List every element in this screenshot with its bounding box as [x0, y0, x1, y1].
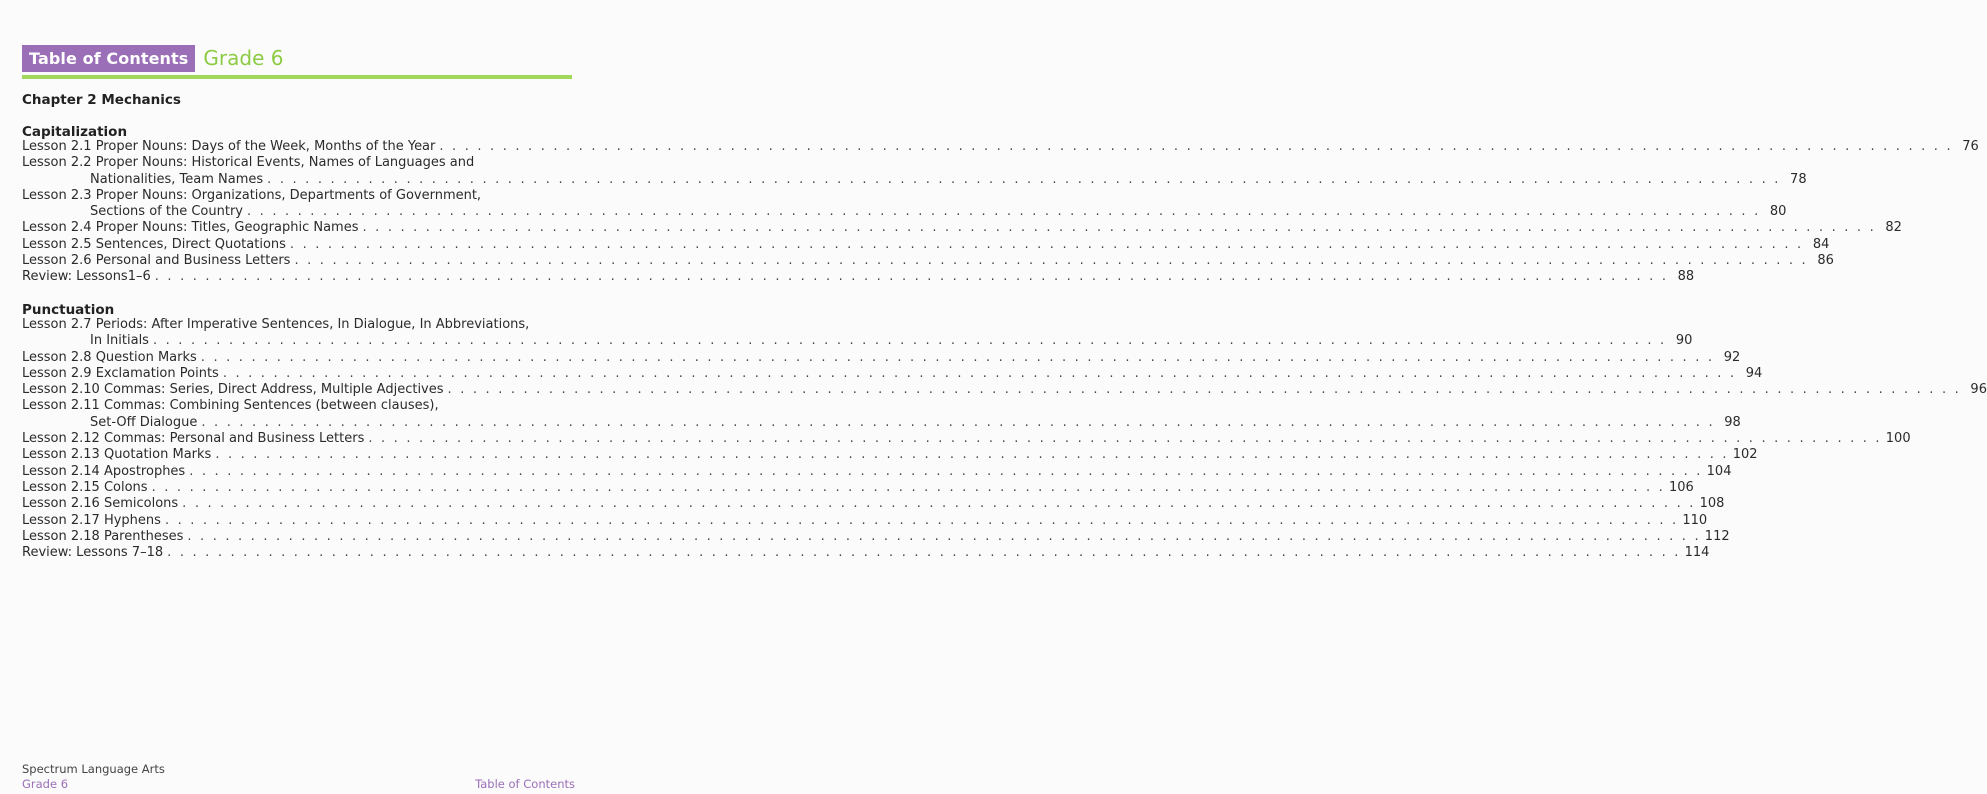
entry-title: Lesson 2.12 Commas: Personal and Business Letters	[22, 431, 365, 447]
leader-dots: . . . . . . . . . . . . . . . . . . . . . . . . . . . . . . . . . . . . . . . . . . . . . . . . . . . . . . . . . . . . . . . . . . . . . . . . . . . . . . . . . . . . . . . . . . . . . . . . . . . . . . . . . . . . . . . . . . . . . . . .	[294, 253, 1808, 269]
entry-title: Review: Lessons1–6	[22, 269, 151, 285]
leader-dots: . . . . . . . . . . . . . . . . . . . . . . . . . . . . . . . . . . . . . . . . . . . . . . . . . . . . . . . . . . . . . . . . . . . . . . . . . . . . . . . . . . . . . . . . . . . . . . . . . . . . . . . . . . . . . . . . . . . . . . . .	[368, 431, 1882, 447]
page-number: 76	[1962, 139, 1979, 154]
page-number: 78	[1790, 171, 1807, 187]
leader-dots: . . . . . . . . . . . . . . . . . . . . . . . . . . . . . . . . . . . . . . . . . . . . . . . . . . . . . . . . . . . . . . . . . . . . . . . . . . . . . . . . . . . . . . . . . . . . . . . . . . . . . . . . . . . . . . . . . . . . . . . .	[267, 171, 1781, 187]
toc-entry	[22, 187, 1787, 221]
page-number: 98	[1724, 414, 1741, 430]
section-heading-punctuation: Punctuation	[22, 302, 115, 318]
leader-dots: . . . . . . . . . . . . . . . . . . . . . . . . . . . . . . . . . . . . . . . . . . . . . . . . . . . . . . . . . . . . . . . . . . . . . . . . . . . . . . . . . . . . . . . . . . . . . . . . . . . . . . . . . . . . . . . . . . . . . . . .	[189, 463, 1703, 479]
entry-title-line: Sections of the Country	[90, 204, 243, 220]
page-number: 108	[1699, 496, 1725, 512]
section-entries-capitalization	[22, 139, 1979, 286]
entry-title-line: In Initials	[90, 333, 149, 349]
toc-entry	[22, 220, 1902, 236]
entry-title-last-line	[22, 333, 1693, 349]
page-number: 88	[1677, 269, 1695, 285]
page-number: 110	[1682, 512, 1708, 528]
entry-title: Lesson 2.13 Quotation Marks	[22, 447, 212, 463]
page-header	[22, 45, 283, 72]
entry-title-line: Lesson 2.2 Proper Nouns: Historical Events, Names of Languages and	[22, 155, 475, 171]
page-number: 104	[1706, 463, 1732, 479]
leader-dots: . . . . . . . . . . . . . . . . . . . . . . . . . . . . . . . . . . . . . . . . . . . . . . . . . . . . . . . . . . . . . . . . . . . . . . . . . . . . . . . . . . . . . . . . . . . . . . . . . . . . . . . . . . . . . . . . . . . . . . . .	[439, 139, 1953, 154]
toc-entry	[22, 349, 1741, 366]
entry-title: Lesson 2.6 Personal and Business Letters	[22, 253, 291, 269]
toc-entry	[22, 528, 1730, 545]
toc-entry	[22, 317, 1693, 350]
leader-dots: . . . . . . . . . . . . . . . . . . . . . . . . . . . . . . . . . . . . . . . . . . . . . . . . . . . . . . . . . . . . . . . . . . . . . . . . . . . . . . . . . . . . . . . . . . . . . . . . . . . . . . . . . . . . . . . . . . . . . . . .	[187, 528, 1701, 544]
toc-entry	[22, 382, 1987, 398]
page-number: 90	[1675, 333, 1693, 349]
toc-entry	[22, 269, 1695, 285]
page-number: 112	[1704, 528, 1730, 544]
toc-entry	[22, 398, 1741, 431]
page-number: 82	[1885, 220, 1902, 236]
entry-title: Lesson 2.8 Question Marks	[22, 349, 197, 365]
entry-title-line: Lesson 2.7 Periods: After Imperative Sentences, In Dialogue, In Abbreviations,	[22, 317, 530, 332]
page-number: 92	[1723, 349, 1741, 365]
leader-dots: . . . . . . . . . . . . . . . . . . . . . . . . . . . . . . . . . . . . . . . . . . . . . . . . . . . . . . . . . . . . . . . . . . . . . . . . . . . . . . . . . . . . . . . . . . . . . . . . . . . . . . . . . . . . . . . . . . . . . . . .	[246, 204, 1761, 220]
page-number: 96	[1970, 382, 1987, 398]
page-number: 102	[1732, 447, 1758, 463]
entry-title: Lesson 2.16 Semicolons	[22, 496, 179, 512]
page-number: 94	[1745, 365, 1763, 381]
entry-title-last-line	[22, 171, 1807, 188]
entry-title: Lesson 2.1 Proper Nouns: Days of the Week, Months of the Year	[22, 139, 436, 154]
toc-entry	[22, 447, 1758, 463]
footer-grade: Grade 6	[22, 777, 69, 791]
leader-dots: . . . . . . . . . . . . . . . . . . . . . . . . . . . . . . . . . . . . . . . . . . . . . . . . . . . . . . . . . . . . . . . . . . . . . . . . . . . . . . . . . . . . . . . . . . . . . . . . . . . . . . . . . . . . . . . . . . . . . . . .	[362, 220, 1876, 236]
leader-dots: . . . . . . . . . . . . . . . . . . . . . . . . . . . . . . . . . . . . . . . . . . . . . . . . . . . . . . . . . . . . . . . . . . . . . . . . . . . . . . . . . . . . . . . . . . . . . . . . . . . . . . . . . . . . . . . . . . . . . . . .	[182, 496, 1696, 512]
toc-entry	[22, 365, 1763, 382]
toc-entry	[22, 236, 1830, 253]
toc-entry	[22, 139, 1979, 155]
toc-entry	[22, 463, 1732, 480]
footer-section-label: Table of Contents	[475, 777, 575, 791]
leader-dots: . . . . . . . . . . . . . . . . . . . . . . . . . . . . . . . . . . . . . . . . . . . . . . . . . . . . . . . . . . . . . . . . . . . . . . . . . . . . . . . . . . . . . . . . . . . . . . . . . . . . . . . . . . . . . . . . . . . . . . . .	[215, 447, 1729, 463]
leader-dots: . . . . . . . . . . . . . . . . . . . . . . . . . . . . . . . . . . . . . . . . . . . . . . . . . . . . . . . . . . . . . . . . . . . . . . . . . . . . . . . . . . . . . . . . . . . . . . . . . . . . . . . . . . . . . . . . . . . . . . . .	[447, 382, 1961, 398]
entry-title: Lesson 2.4 Proper Nouns: Titles, Geographic Names	[22, 220, 359, 236]
entry-title: Lesson 2.9 Exclamation Points	[22, 365, 219, 381]
page-number: 84	[1812, 236, 1830, 252]
entry-title: Lesson 2.17 Hyphens	[22, 512, 161, 528]
leader-dots: . . . . . . . . . . . . . . . . . . . . . . . . . . . . . . . . . . . . . . . . . . . . . . . . . . . . . . . . . . . . . . . . . . . . . . . . . . . . . . . . . . . . . . . . . . . . . . . . . . . . . . . . . . . . . . . . . . . . . . . .	[152, 333, 1667, 349]
header-divider	[22, 75, 572, 79]
entry-title: Lesson 2.18 Parentheses	[22, 528, 184, 544]
page-number: 80	[1769, 204, 1787, 220]
entry-title: Lesson 2.5 Sentences, Direct Quotations	[22, 236, 286, 252]
entry-title-line: Lesson 2.3 Proper Nouns: Organizations, Departments of Government,	[22, 187, 482, 203]
entry-title: Lesson 2.15 Colons	[22, 479, 148, 495]
entry-title-line: Lesson 2.11 Commas: Combining Sentences (between clauses),	[22, 398, 439, 414]
grade-label: Grade 6	[203, 46, 284, 70]
entry-title: Lesson 2.10 Commas: Series, Direct Address, Multiple Adjectives	[22, 382, 444, 398]
entry-title-last-line	[22, 414, 1741, 431]
page-number: 100	[1885, 431, 1911, 447]
toc-entry	[22, 479, 1694, 496]
entry-title-line: Set-Off Dialogue	[90, 414, 198, 430]
page-number: 106	[1669, 479, 1694, 495]
toc-entry	[22, 512, 1708, 529]
toc-entry	[22, 496, 1725, 512]
page-number: 114	[1684, 545, 1710, 561]
leader-dots: . . . . . . . . . . . . . . . . . . . . . . . . . . . . . . . . . . . . . . . . . . . . . . . . . . . . . . . . . . . . . . . . . . . . . . . . . . . . . . . . . . . . . . . . . . . . . . . . . . . . . . . . . . . . . . . . . . . . . . . .	[222, 365, 1737, 381]
leader-dots: . . . . . . . . . . . . . . . . . . . . . . . . . . . . . . . . . . . . . . . . . . . . . . . . . . . . . . . . . . . . . . . . . . . . . . . . . . . . . . . . . . . . . . . . . . . . . . . . . . . . . . . . . . . . . . . . . . . . . . . .	[151, 479, 1666, 495]
entry-title: Review: Lessons 7–18	[22, 545, 164, 561]
footer-left	[22, 762, 165, 792]
leader-dots: . . . . . . . . . . . . . . . . . . . . . . . . . . . . . . . . . . . . . . . . . . . . . . . . . . . . . . . . . . . . . . . . . . . . . . . . . . . . . . . . . . . . . . . . . . . . . . . . . . . . . . . . . . . . . . . . . . . . . . . .	[154, 269, 1669, 285]
leader-dots: . . . . . . . . . . . . . . . . . . . . . . . . . . . . . . . . . . . . . . . . . . . . . . . . . . . . . . . . . . . . . . . . . . . . . . . . . . . . . . . . . . . . . . . . . . . . . . . . . . . . . . . . . . . . . . . . . . . . . . . .	[164, 512, 1679, 528]
section-heading-capitalization: Capitalization	[22, 124, 128, 140]
chapter-title: Chapter 2 Mechanics	[22, 92, 181, 108]
toc-entry	[22, 545, 1710, 561]
toc-badge: Table of Contents	[22, 45, 195, 72]
entry-title-line: Nationalities, Team Names	[90, 171, 264, 187]
section-entries-punctuation	[22, 317, 1987, 561]
entry-title: Lesson 2.14 Apostrophes	[22, 463, 186, 479]
toc-entry	[22, 253, 1834, 269]
leader-dots: . . . . . . . . . . . . . . . . . . . . . . . . . . . . . . . . . . . . . . . . . . . . . . . . . . . . . . . . . . . . . . . . . . . . . . . . . . . . . . . . . . . . . . . . . . . . . . . . . . . . . . . . . . . . . . . . . . . . . . . .	[200, 349, 1715, 365]
entry-title-last-line	[22, 204, 1787, 220]
toc-entry	[22, 155, 1807, 188]
leader-dots: . . . . . . . . . . . . . . . . . . . . . . . . . . . . . . . . . . . . . . . . . . . . . . . . . . . . . . . . . . . . . . . . . . . . . . . . . . . . . . . . . . . . . . . . . . . . . . . . . . . . . . . . . . . . . . . . . . . . . . . .	[167, 545, 1681, 561]
footer-series: Spectrum Language Arts	[22, 762, 165, 776]
toc-entry	[22, 431, 1911, 447]
leader-dots: . . . . . . . . . . . . . . . . . . . . . . . . . . . . . . . . . . . . . . . . . . . . . . . . . . . . . . . . . . . . . . . . . . . . . . . . . . . . . . . . . . . . . . . . . . . . . . . . . . . . . . . . . . . . . . . . . . . . . . . .	[201, 414, 1715, 430]
leader-dots: . . . . . . . . . . . . . . . . . . . . . . . . . . . . . . . . . . . . . . . . . . . . . . . . . . . . . . . . . . . . . . . . . . . . . . . . . . . . . . . . . . . . . . . . . . . . . . . . . . . . . . . . . . . . . . . . . . . . . . . .	[289, 236, 1804, 252]
page-number: 86	[1817, 253, 1834, 269]
